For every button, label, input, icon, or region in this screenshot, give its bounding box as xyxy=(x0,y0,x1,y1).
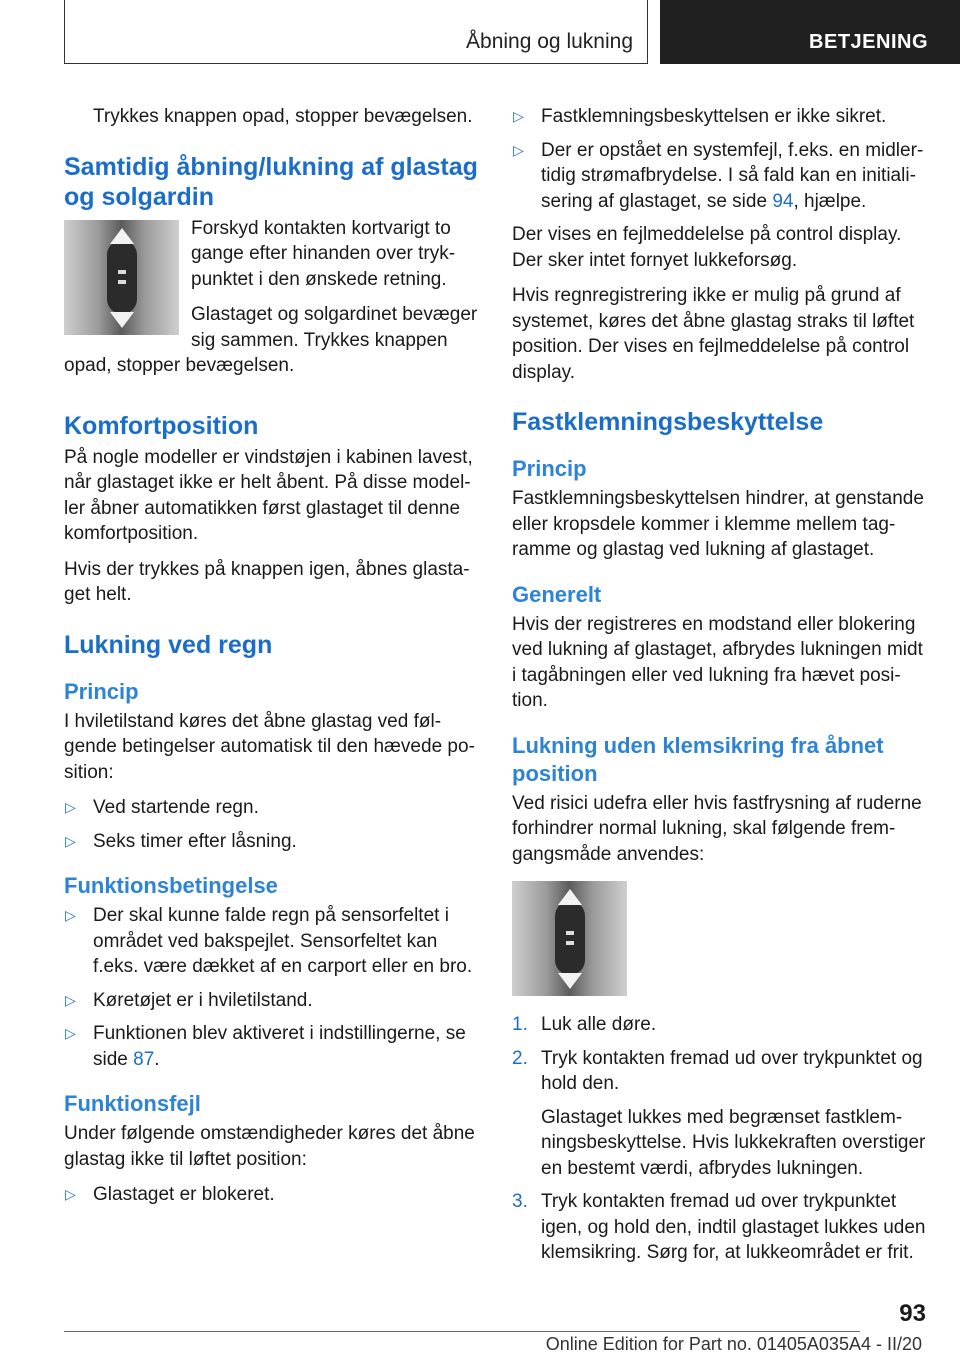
list-item: ▷ Fastklemningsbeskyttelsen er ikke sikret. xyxy=(512,104,930,130)
right-p2: Hvis regnregistrering ikke er mulig på grund af systemet, køres det åbne glastag straks til løftet position. Der vises en fejlmeddelelse på control display. xyxy=(512,285,915,383)
header-section-title: Åbning og lukning xyxy=(466,30,633,53)
heading-funktionsbetingelse: Funktionsbetingelse xyxy=(64,873,278,898)
arrow-down-icon xyxy=(558,973,582,989)
list-item: ▷ Funktionen blev aktiveret i indstillingerne, se side 87. xyxy=(65,1023,466,1070)
princip-text: I hviletilstand køres det åbne glastag ved følgende betingelser automatisk til den hævede position: xyxy=(64,710,475,783)
switch-mark xyxy=(118,270,126,274)
heading-generelt: Generelt xyxy=(512,581,602,607)
funkfejl-list-cont xyxy=(512,104,930,214)
page-link-94[interactable]: 94 xyxy=(772,190,794,212)
header-chapter-title: BETJENING xyxy=(809,31,928,53)
list-item: ▷ Glastaget er blokeret. xyxy=(64,1182,482,1208)
heading-komfort: Komfortposition xyxy=(64,411,259,440)
step-item: 2. Tryk kontakten fremad ud over trykpunktet og hold den. Glastaget lukkes med begrænset fastklemningsbeskyttelse. Hvis lukkekraften overstiger en bestemt værdi, afbrydes lukningen. xyxy=(512,1046,930,1182)
left-column xyxy=(64,104,482,1216)
list-item: ▷ Der er opstået en systemfejl, f.eks. en midlertidig strømafbrydelse. I så fald kan en initialisering af glastaget, se side 94, hjælpe. xyxy=(513,139,924,212)
list-item: ▷ Køretøjet er i hviletilstand. xyxy=(64,988,482,1014)
heading-princip: Princip xyxy=(64,678,139,704)
step-item: 3. Tryk kontakten fremad ud over trykpunktet igen, og hold den, indtil glastaget lukkes uden klemsikring. Sørg for, at lukkeområdet er frit. xyxy=(512,1191,926,1263)
triangle-bullet-icon: ▷ xyxy=(513,108,524,124)
heading-lukning: Lukning uden klemsikring fra åbnet position xyxy=(512,732,884,786)
generelt-text: Hvis der registreres en modstand eller blokering ved lukning af glastaget, afbrydes lukningen midt i tagåbningen eller ved lukning fra hævet position. xyxy=(512,613,923,711)
list-item: ▷ Der skal kunne falde regn på sensorfeltet i området ved bakspejlet. Sensorfeltet kan f.eks. være dækket af en carport eller en bro. xyxy=(65,905,473,977)
steps-list xyxy=(512,1012,930,1266)
funkbet-list xyxy=(64,903,482,1072)
switch-pill xyxy=(555,901,585,975)
step2-note: Glastaget lukkes med begrænset fastklemningsbeskyttelse. Hvis lukkekraften overstiger en bestemt værdi, afbrydes lukningen. xyxy=(541,1106,926,1179)
triangle-bullet-icon: ▷ xyxy=(65,799,76,815)
triangle-bullet-icon: ▷ xyxy=(65,1186,76,1202)
header-chapter-box xyxy=(660,0,960,64)
heading-princip-right: Princip xyxy=(512,456,587,481)
heading-fastklemning: Fastklemningsbeskyttelse xyxy=(512,408,824,436)
page-number: 93 xyxy=(899,1300,926,1327)
right-p1: Der vises en fejlmeddelelse på control display. Der sker intet fornyet lukkeforsøg. xyxy=(512,224,902,271)
switch-pill xyxy=(107,240,137,314)
footer-rule xyxy=(64,1331,860,1332)
list-item: ▷ Ved startende regn. xyxy=(64,795,482,821)
triangle-bullet-icon: ▷ xyxy=(65,991,76,1008)
arrow-down-icon xyxy=(110,312,134,328)
samtidig-block xyxy=(64,216,482,389)
switch-mark xyxy=(566,931,574,935)
switch-mark xyxy=(566,941,574,945)
princip-right-text: Fastklemningsbeskyttelsen hindrer, at genstande eller kropsdele kommer i klemme mellem tagramme og glastag ved lukning af glastaget. xyxy=(512,488,924,560)
samtidig-p1: Forskyd kontakten kortvarigt to gange efter hinanden over trykpunktet i den ønskede retning. xyxy=(191,217,456,290)
switch-mark xyxy=(118,280,126,284)
komfort-p1: På nogle modeller er vindstøjen i kabinen lavest, når glastaget ikke er helt åbent. På disse modeller åbner automatikken først glastaget til denne komfortposition. xyxy=(64,446,473,544)
switch-illustration xyxy=(64,220,179,335)
princip-list xyxy=(64,795,482,854)
heading-funktionsfejl: Funktionsfejl xyxy=(64,1091,201,1116)
samtidig-p2: Glastaget og solgardinet bevæger sig sammen. Trykkes knappen opad, stopper bevægelsen. xyxy=(64,304,478,376)
switch-illustration-2 xyxy=(512,881,627,996)
heading-samtidig: Samtidig åbning/lukning af glastag og solgardin xyxy=(64,152,478,211)
funkfejl-list xyxy=(64,1182,482,1208)
right-column xyxy=(512,104,930,1274)
triangle-bullet-icon: ▷ xyxy=(65,907,76,923)
footer-edition: Online Edition for Part no. 01405A035A4 - II/20 xyxy=(545,1334,922,1354)
triangle-bullet-icon: ▷ xyxy=(65,1025,76,1041)
triangle-bullet-icon: ▷ xyxy=(513,141,524,158)
step-item: 1. Luk alle døre. xyxy=(512,1014,657,1035)
page-link-87[interactable]: 87 xyxy=(133,1048,155,1070)
komfort-p2: Hvis der trykkes på knappen igen, åbnes glastaget helt. xyxy=(64,558,470,605)
heading-regn: Lukning ved regn xyxy=(64,630,273,659)
lukning-text: Ved risici udefra eller hvis fastfrysning af ruderne forhindrer normal lukning, skal følgende fremgangsmåde anvendes: xyxy=(512,792,922,865)
list-item: ▷ Seks timer efter låsning. xyxy=(64,829,482,855)
arrow-up-icon xyxy=(558,889,582,905)
header-section-box xyxy=(64,0,648,64)
funkfejl-text: Under følgende omstændigheder køres det åbne glastag ikke til løftet position: xyxy=(64,1123,475,1170)
arrow-up-icon xyxy=(110,228,134,244)
intro-text: Trykkes knappen opad, stopper bevægelsen. xyxy=(93,106,473,127)
triangle-bullet-icon: ▷ xyxy=(65,832,76,849)
